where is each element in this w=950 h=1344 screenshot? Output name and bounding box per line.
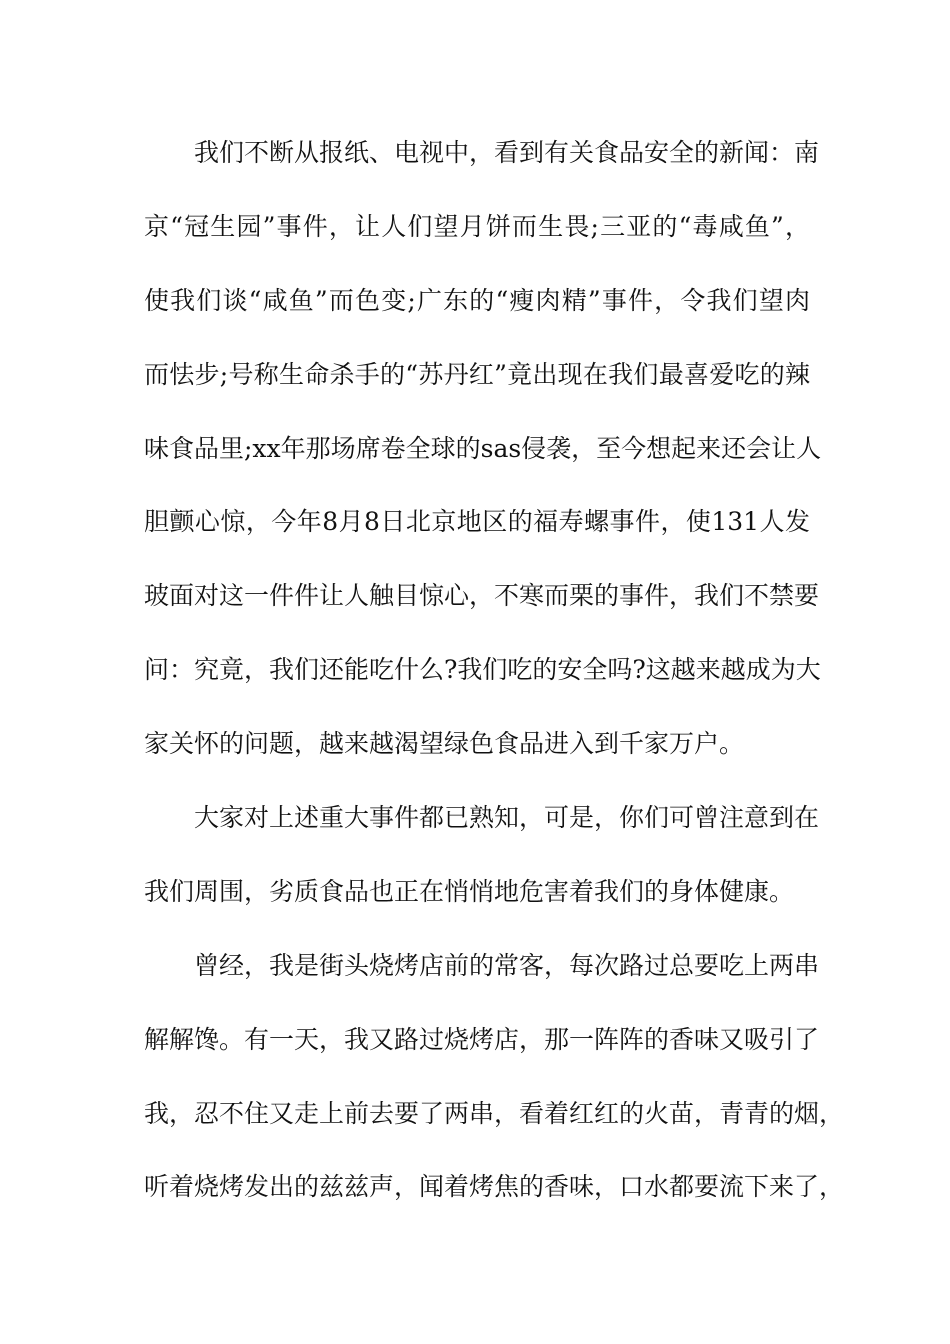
paragraph-1-line-4: 而怯步;号称生命杀手的“苏丹红”竟出现在我们最喜爱吃的辣 [144, 359, 810, 389]
paragraph-3-line-3: 我，忍不住又走上前去要了两串，看着红红的火苗，青青的烟， [144, 1098, 845, 1128]
paragraph-1-line-3: 使我们谈“咸鱼”而色变;广东的“瘦肉精”事件，令我们望肉 [144, 285, 810, 315]
paragraph-1-line-2: 京“冠生园”事件，让人们望月饼而生畏;三亚的“毒咸鱼”， [144, 211, 810, 241]
paragraph-1-line-9: 家关怀的问题，越来越渴望绿色食品进入到千家万户。 [144, 729, 745, 759]
paragraph-1-line-1: 我们不断从报纸、电视中，看到有关食品安全的新闻：南 [194, 138, 820, 167]
paragraph-1-line-7: 玻面对这一件件让人触目惊心，不寒而栗的事件，我们不禁要 [144, 581, 820, 611]
paragraph-1-line-6: 胆颤心惊，今年8月8日北京地区的福寿螺事件，使131人发 [144, 507, 810, 537]
paragraph-2-line-1: 大家对上述重大事件都已熟知，可是，你们可曾注意到在 [194, 803, 820, 833]
paragraph-3-line-1: 曾经，我是街头烧烤店前的常客，每次路过总要吃上两串 [194, 950, 820, 980]
paragraph-3-line-2: 解解馋。有一天，我又路过烧烤店，那一阵阵的香味又吸引了 [144, 1024, 820, 1054]
paragraph-1-line-5: 味食品里;xx年那场席卷全球的sas侵袭，至今想起来还会让人 [144, 433, 822, 463]
paragraph-1-line-8: 问：究竟，我们还能吃什么?我们吃的安全吗?这越来越成为大 [144, 655, 821, 685]
paragraph-2-line-2: 我们周围，劣质食品也正在悄悄地危害着我们的身体健康。 [144, 876, 795, 906]
body-text [144, 130, 845, 1238]
paragraph-3-line-4: 听着烧烤发出的兹兹声，闻着烤焦的香味，口水都要流下来了， [144, 1172, 845, 1202]
